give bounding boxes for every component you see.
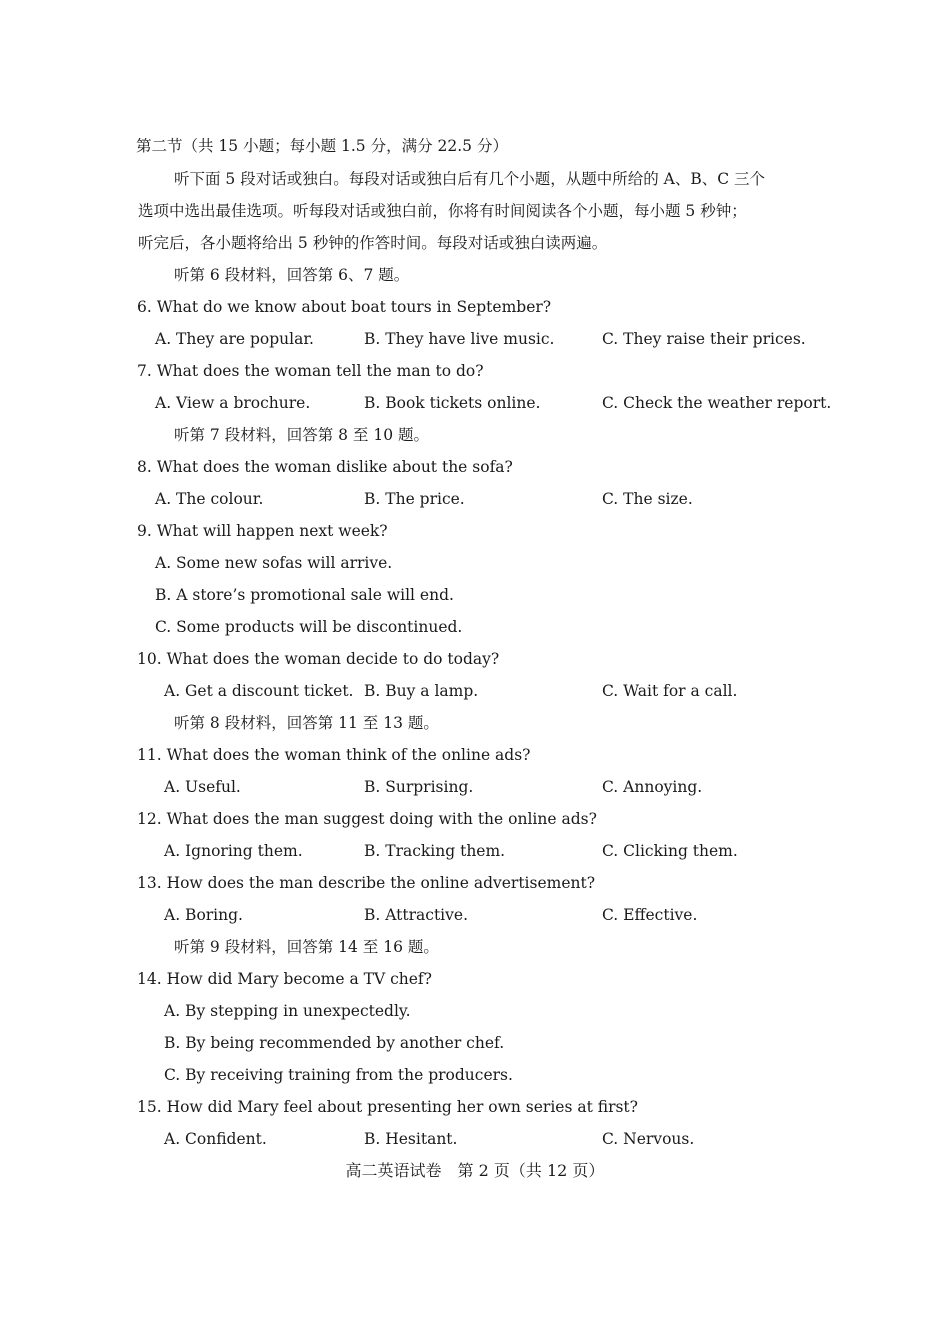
question-9-option-a: A. Some new sofas will arrive. [155,554,393,572]
question-8-option-c: C. The size. [602,490,693,508]
question-6-option-b: B. They have live music. [364,330,555,348]
question-12-option-c: C. Clicking them. [602,842,738,860]
section-heading: 第二节（共 15 小题；每小题 1.5 分，满分 22.5 分） [136,137,508,155]
question-14-stem: 14. How did Mary become a TV chef? [137,970,432,988]
question-10-stem: 10. What does the woman decide to do today? [137,650,500,668]
question-13-option-b: B. Attractive. [364,906,468,924]
question-11-option-b: B. Surprising. [364,778,474,796]
question-13-stem: 13. How does the man describe the online advertisement? [137,874,596,892]
material-7-instruction: 听第 7 段材料，回答第 8 至 10 题。 [174,426,430,444]
question-10-option-b: B. Buy a lamp. [364,682,479,700]
question-15-option-c: C. Nervous. [602,1130,695,1148]
question-15-option-a: A. Confident. [164,1130,267,1148]
question-13-option-c: C. Effective. [602,906,698,924]
material-9-instruction: 听第 9 段材料，回答第 14 至 16 题。 [174,938,439,956]
instructions-line-3: 听完后，各小题将给出 5 秒钟的作答时间。每段对话或独白读两遍。 [138,234,608,252]
question-9-option-c: C. Some products will be discontinued. [155,618,463,636]
question-9-option-b: B. A store’s promotional sale will end. [155,586,454,604]
question-8-option-b: B. The price. [364,490,465,508]
question-12-option-b: B. Tracking them. [364,842,506,860]
question-15-option-b: B. Hesitant. [364,1130,458,1148]
question-11-option-a: A. Useful. [164,778,241,796]
question-11-stem: 11. What does the woman think of the online ads? [137,746,531,764]
question-15-stem: 15. How did Mary feel about presenting her own series at first? [137,1098,638,1116]
instructions-line-2: 选项中选出最佳选项。听每段对话或独白前，你将有时间阅读各个小题，每小题 5 秒钟； [138,202,747,220]
question-7-stem: 7. What does the woman tell the man to do? [137,362,484,380]
question-9-stem: 9. What will happen next week? [137,522,388,540]
question-6-option-a: A. They are popular. [155,330,314,348]
question-7-option-c: C. Check the weather report. [602,394,832,412]
question-13-option-a: A. Boring. [164,906,243,924]
question-12-stem: 12. What does the man suggest doing with the online ads? [137,810,597,828]
question-6-option-c: C. They raise their prices. [602,330,806,348]
question-14-option-a: A. By stepping in unexpectedly. [164,1002,411,1020]
question-7-option-a: A. View a brochure. [155,394,311,412]
question-11-option-c: C. Annoying. [602,778,703,796]
question-10-option-a: A. Get a discount ticket. [164,682,354,700]
question-10-option-c: C. Wait for a call. [602,682,738,700]
question-6-stem: 6. What do we know about boat tours in September? [137,298,552,316]
instructions-line-1: 听下面 5 段对话或独白。每段对话或独白后有几个小题，从题中所给的 A、B、C 三个 [174,170,766,188]
question-14-option-c: C. By receiving training from the producers. [164,1066,513,1084]
question-14-option-b: B. By being recommended by another chef. [164,1034,505,1052]
material-8-instruction: 听第 8 段材料，回答第 11 至 13 题。 [174,714,439,732]
question-7-option-b: B. Book tickets online. [364,394,541,412]
material-6-instruction: 听第 6 段材料，回答第 6、7 题。 [174,266,410,284]
question-8-stem: 8. What does the woman dislike about the sofa? [137,458,513,476]
question-8-option-a: A. The colour. [155,490,264,508]
page-footer: 高二英语试卷 第 2 页（共 12 页） [345,1161,605,1180]
question-12-option-a: A. Ignoring them. [164,842,303,860]
